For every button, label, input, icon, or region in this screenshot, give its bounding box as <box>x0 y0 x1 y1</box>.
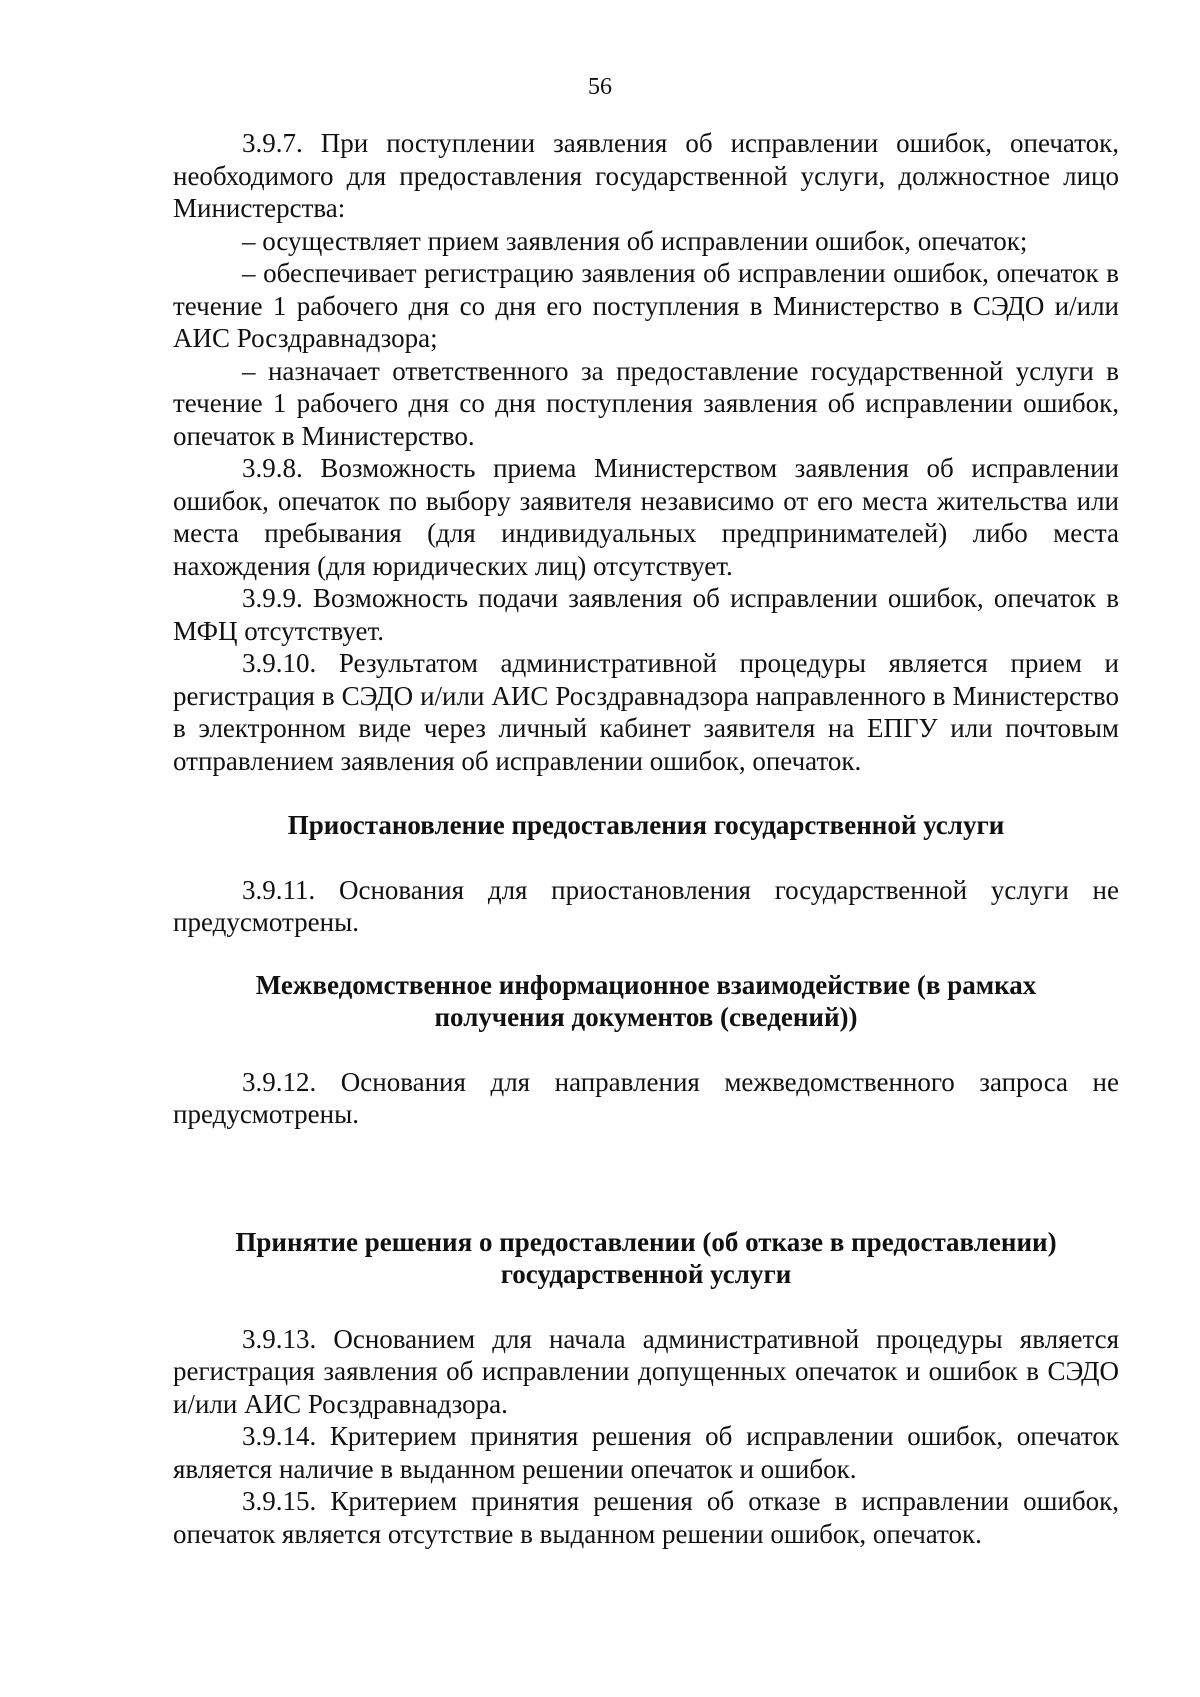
section-heading-decision-line-2: государственной услуги <box>500 1259 792 1289</box>
list-item-assign: – назначает ответственного за предоставление государственной услуги в течение 1 рабочего дня со дня поступления заявления об исправлении ошибок, опечаток в Министерство. <box>173 355 1119 451</box>
paragraph-3-9-10: 3.9.10. Результатом административной процедуры является прием и регистрация в СЭДО и/или АИС Росздравнадзора направленного в Министерство в электронном виде через личный кабинет заявителя на ЕПГУ или почтовым отправлением заявления об исправлении ошибок, опечаток. <box>173 648 1119 776</box>
paragraph-3-9-11: 3.9.11. Основания для приостановления государственной услуги не предусмотрены. <box>173 874 1119 937</box>
paragraph-3-9-9: 3.9.9. Возможность подачи заявления об исправлении ошибок, опечаток в МФЦ отсутствует. <box>173 583 1119 646</box>
section-heading-interagency-line-1: Межведомственное информационное взаимодействие (в рамках <box>255 969 1037 1000</box>
paragraph-3-9-15: 3.9.15. Критерием принятия решения об отказе в исправлении ошибок, опечаток является отсутствие в выданном решении ошибок, опечаток. <box>173 1486 1119 1549</box>
list-item-register: – обеспечивает регистрацию заявления об исправлении ошибок, опечаток в течение 1 рабочего дня со дня его поступления в Министерство в СЭДО и/или АИС Росздравнадзора; <box>173 258 1119 353</box>
paragraph-3-9-7: 3.9.7. При поступлении заявления об исправлении ошибок, опечаток, необходимого для предоставления государственной услуги, должностное лицо Министерства: <box>173 128 1119 223</box>
paragraph-3-9-12: 3.9.12. Основания для направления межведомственного запроса не предусмотрены. <box>173 1066 1119 1129</box>
section-heading-interagency-line-2: получения документов (сведений)) <box>434 1002 858 1032</box>
paragraph-3-9-14: 3.9.14. Критерием принятия решения об исправлении ошибок, опечаток является наличие в выданном решении опечаток и ошибок. <box>173 1421 1119 1484</box>
document-body <box>173 127 1119 1550</box>
list-item-receive: – осуществляет прием заявления об исправлении ошибок, опечаток; <box>242 225 1028 256</box>
section-heading-decision-line-1: Принятие решения о предоставлении (об отказе в предоставлении) <box>235 1226 1057 1257</box>
section-heading-suspension: Приостановление предоставления государственной услуги <box>287 810 1005 840</box>
paragraph-3-9-13: 3.9.13. Основанием для начала административной процедуры является регистрация заявления об исправлении допущенных опечаток и ошибок в СЭДО и/или АИС Росздравнадзора. <box>173 1323 1119 1419</box>
paragraph-3-9-8: 3.9.8. Возможность приема Министерством заявления об исправлении ошибок, опечаток по выбору заявителя независимо от его места жительства или места пребывания (для индивидуальных предпринимателей) либо места нахождения (для юридических лиц) отсутствует. <box>173 453 1119 581</box>
page-number: 56 <box>588 74 612 100</box>
